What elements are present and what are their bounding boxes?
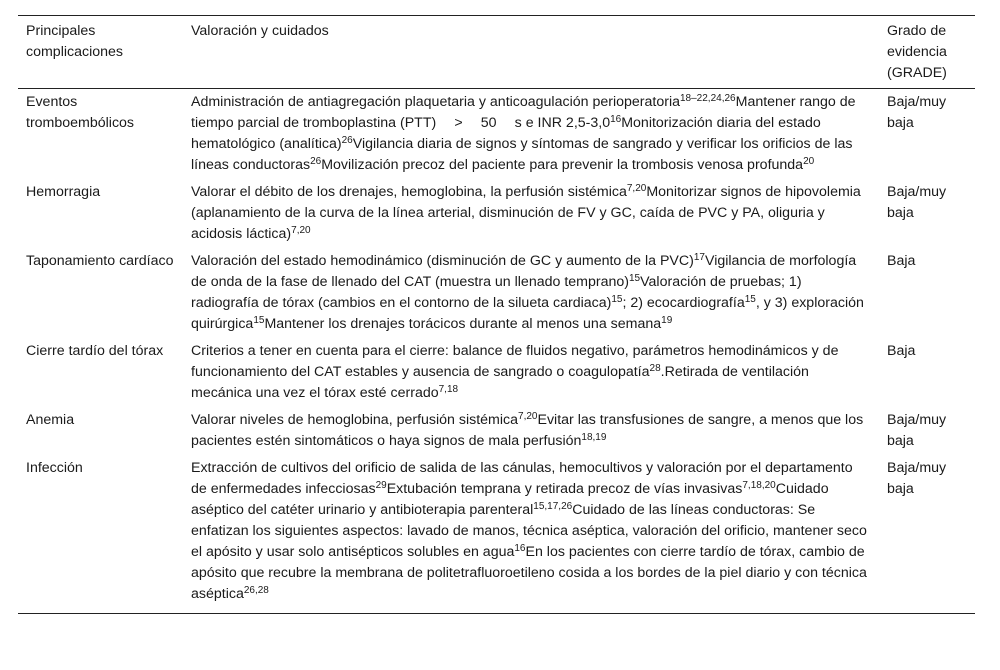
complications-table bbox=[18, 15, 975, 614]
table-header bbox=[18, 16, 975, 89]
grade-cell: Baja/muy baja bbox=[887, 184, 947, 221]
reference-superscript: 26,28 bbox=[243, 585, 269, 596]
care-cell bbox=[183, 248, 879, 338]
care-text: Mantener los drenajes torácicos durante al menos una semana bbox=[264, 316, 662, 332]
care-text: Cuidado aséptico del catéter urinario y antibioterapia parenteral bbox=[191, 481, 829, 518]
complication-cell: Infección bbox=[26, 460, 83, 476]
reference-superscript: 26 bbox=[310, 156, 322, 167]
care-text: Extracción de cultivos del orificio de salida de las cánulas, hemocultivos y valoración por el departamento de enfermedades infecciosas bbox=[191, 460, 853, 497]
care-text: Administración de antiagregación plaquetaria y anticoagulación perioperatoria bbox=[191, 94, 680, 110]
header-complications: Principales complicaciones bbox=[26, 23, 123, 60]
care-text: , y 3) exploración quirúrgica bbox=[191, 295, 864, 332]
care-text: Evitar las transfusiones de sangre, a menos que los pacientes estén sintomáticos o haya signos de mala perfusión bbox=[191, 412, 864, 449]
care-text: Mantener rango de tiempo parcial de tromboplastina (PTT) > 50 s e INR 2,5-3,0 bbox=[191, 94, 856, 131]
complication-cell: Hemorragia bbox=[26, 184, 101, 200]
reference-superscript: 7,20 bbox=[518, 411, 538, 422]
care-cell bbox=[183, 89, 879, 180]
care-cell bbox=[183, 407, 879, 455]
reference-superscript: 7,20 bbox=[626, 183, 647, 194]
care-text: Vigilancia diaria de signos y síntomas de sangrado y verificar los orificios de las líneas conductoras bbox=[191, 136, 853, 173]
care-text: Monitorizar signos de hipovolemia (aplanamiento de la curva de la línea arterial, disminución de FV y GC, caída de PVC y PA, oliguria y acidosis láctica) bbox=[191, 184, 861, 242]
reference-superscript: 15 bbox=[629, 273, 641, 284]
care-text: Monitorización diaria del estado hematológico (analítica) bbox=[191, 115, 821, 152]
grade-cell: Baja bbox=[887, 253, 916, 269]
care-text: .Retirada de ventilación mecánica una vez el tórax esté cerrado bbox=[191, 364, 809, 401]
care-text: Valorar el débito de los drenajes, hemoglobina, la perfusión sistémica bbox=[191, 184, 627, 200]
care-text: Valoración del estado hemodinámico (disminución de GC y aumento de la PVC) bbox=[191, 253, 694, 269]
reference-superscript: 15 bbox=[611, 294, 623, 305]
complication-cell: Taponamiento cardíaco bbox=[26, 253, 174, 269]
reference-superscript: 15 bbox=[744, 294, 756, 305]
complication-cell: Anemia bbox=[26, 412, 75, 428]
care-text: Valoración de pruebas; 1) radiografía de tórax (cambios en el contorno de la silueta cardiaca) bbox=[191, 274, 802, 311]
grade-cell: Baja/muy baja bbox=[887, 412, 947, 449]
table-body bbox=[18, 89, 975, 614]
grade-cell: Baja/muy baja bbox=[887, 94, 947, 131]
reference-superscript: 7,18,20 bbox=[742, 480, 776, 491]
reference-superscript: 7,18 bbox=[438, 384, 459, 395]
reference-superscript: 16 bbox=[610, 114, 622, 125]
care-text: Extubación temprana y retirada precoz de vías invasivas bbox=[386, 481, 743, 497]
reference-superscript: 18,19 bbox=[581, 432, 607, 443]
reference-superscript: 18–22,24,26 bbox=[680, 93, 736, 104]
care-cell bbox=[183, 455, 879, 614]
reference-superscript: 19 bbox=[661, 315, 673, 326]
table-row bbox=[18, 89, 975, 180]
reference-superscript: 29 bbox=[375, 480, 387, 491]
reference-superscript: 26 bbox=[341, 135, 353, 146]
reference-superscript: 15,17,26 bbox=[533, 501, 573, 512]
reference-superscript: 28 bbox=[649, 363, 661, 374]
care-text: Cuidado de las líneas conductoras: Se enfatizan los siguientes aspectos: lavado de manos, técnica aséptica, valoración del orificio, mantener seco el apósito y usar solo antisépticos solubles en agua bbox=[191, 502, 867, 560]
reference-superscript: 16 bbox=[514, 543, 526, 554]
table-row bbox=[18, 248, 975, 338]
grade-cell: Baja/muy baja bbox=[887, 460, 947, 497]
complication-cell: Eventos tromboembólicos bbox=[26, 94, 135, 131]
care-text: Valorar niveles de hemoglobina, perfusión sistémica bbox=[191, 412, 519, 428]
care-text: Criterios a tener en cuenta para el cierre: balance de fluidos negativo, parámetros hemodinámicos y de funcionamiento del CAT estables y ausencia de sangrado o coagulopatía bbox=[191, 343, 839, 380]
reference-superscript: 20 bbox=[803, 156, 815, 167]
header-grade: Grado de evidencia (GRADE) bbox=[887, 23, 947, 81]
complication-cell: Cierre tardío del tórax bbox=[26, 343, 164, 359]
care-text: Vigilancia de morfología de onda de la fase de llenado del CAT (muestra un llenado temprano) bbox=[191, 253, 857, 290]
table-row bbox=[18, 338, 975, 407]
table-row bbox=[18, 455, 975, 614]
header-care: Valoración y cuidados bbox=[191, 23, 329, 39]
reference-superscript: 7,20 bbox=[291, 225, 311, 236]
reference-superscript: 17 bbox=[693, 252, 705, 263]
care-text: En los pacientes con cierre tardío de tórax, cambio de apósito que recubre la membrana de politetrafluoroetileno cosida a los bordes de la piel diario y con técnica aséptica bbox=[191, 544, 867, 602]
table-row bbox=[18, 407, 975, 455]
header-row bbox=[18, 16, 975, 89]
care-text: Movilización precoz del paciente para prevenir la trombosis venosa profunda bbox=[321, 157, 804, 173]
table-row bbox=[18, 179, 975, 248]
care-cell bbox=[183, 179, 879, 248]
care-text: ; 2) ecocardiografía bbox=[622, 295, 745, 311]
grade-cell: Baja bbox=[887, 343, 916, 359]
reference-superscript: 15 bbox=[253, 315, 265, 326]
care-cell bbox=[183, 338, 879, 407]
